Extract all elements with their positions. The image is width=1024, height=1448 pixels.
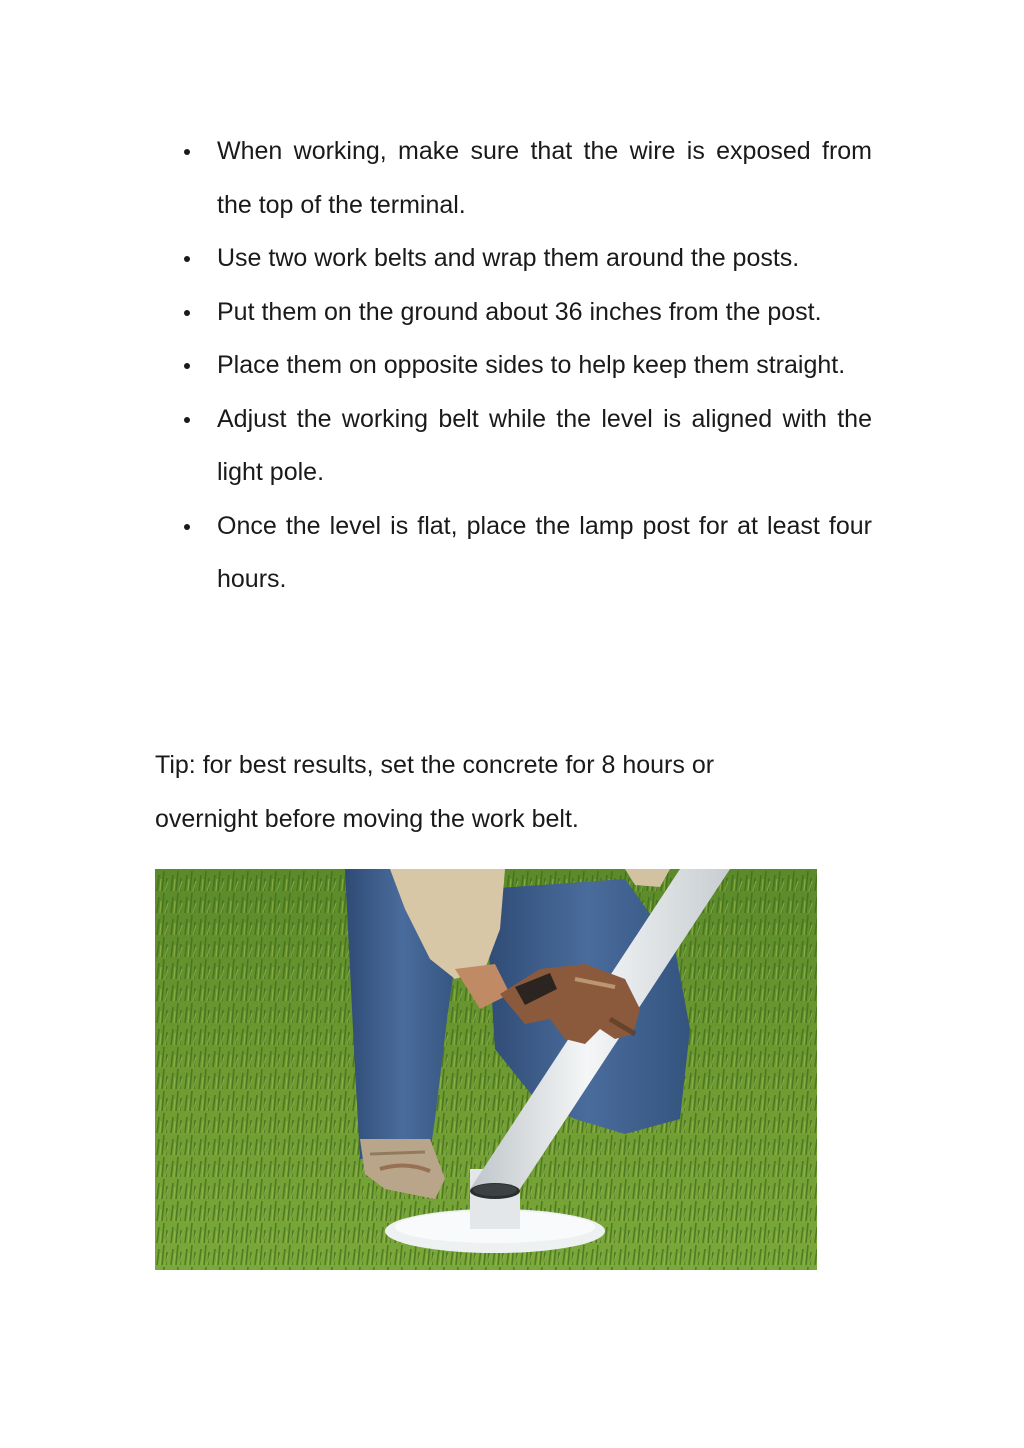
instruction-list: [155, 125, 872, 607]
lamp-post-install-photo: [155, 869, 817, 1270]
list-item: [155, 125, 872, 232]
bullet-icon: [184, 149, 190, 155]
list-item: [155, 393, 872, 500]
list-item-text: Adjust the working belt while the level is aligned with the light pole.: [217, 404, 872, 486]
list-item-text: Put them on the ground about 36 inches from the post.: [217, 297, 822, 326]
tip-line-2: overnight before moving the work belt.: [155, 804, 579, 833]
bullet-icon: [184, 310, 190, 316]
list-item-text: Place them on opposite sides to help keep them straight.: [217, 351, 846, 379]
list-item-text: Once the level is flat, place the lamp post for at least four hours.: [217, 511, 872, 593]
bullet-icon: [184, 524, 190, 530]
list-item-text: Use two work belts and wrap them around the posts.: [217, 244, 800, 272]
tip-paragraph: [155, 739, 872, 846]
list-item: [155, 232, 872, 286]
bullet-icon: [184, 256, 190, 262]
bullet-icon: [184, 363, 190, 369]
bullet-icon: [184, 417, 190, 423]
tip-line-1: Tip: for best results, set the concrete for 8 hours or: [155, 751, 715, 779]
list-item: [155, 286, 872, 340]
list-item: [155, 500, 872, 607]
list-item-text: When working, make sure that the wire is exposed from the top of the terminal.: [217, 137, 872, 219]
list-item: [155, 339, 872, 393]
